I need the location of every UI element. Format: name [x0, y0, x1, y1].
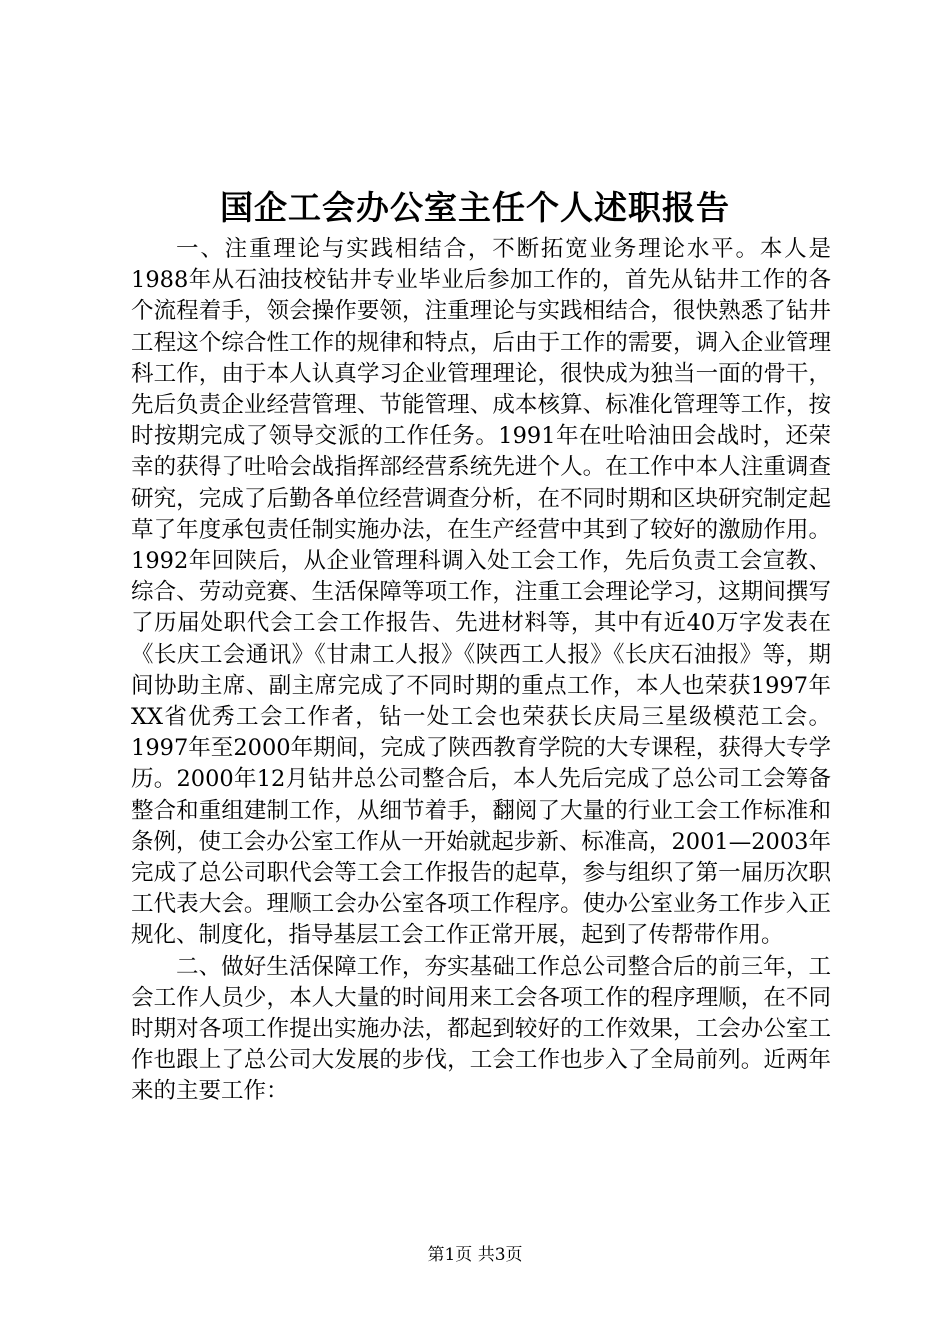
document-body: [131, 234, 831, 1108]
document-title: 国企工会办公室主任个人述职报告: [220, 188, 730, 227]
paragraph-2: 二、做好生活保障工作，夯实基础工作总公司整合后的前三年，工会工作人员少，本人大量的时间用来工会各项工作的程序理顺，在不同时期对各项工作提出实施办法，都起到较好的工作效果，工会办公室工作也跟上了总公司大发展的步伐，工会工作也步入了全局前列。近两年来的主要工作：: [131, 953, 831, 1105]
paragraph-1: 一、注重理论与实践相结合，不断拓宽业务理论水平。本人是1988年从石油技校钻井专业毕业后参加工作的，首先从钻井工作的各个流程着手，领会操作要领，注重理论与实践相结合，很快熟悉了钻井工程这个综合性工作的规律和特点，后由于工作的需要，调入企业管理科工作，由于本人认真学习企业管理理论，很快成为独当一面的骨干，先后负责企业经营管理、节能管理、成本核算、标准化管理等工作，按时按期完成了领导交派的工作任务。1991年在吐哈油田会战时，还荣幸的获得了吐哈会战指挥部经营系统先进个人。在工作中本人注重调查研究，完成了后勤各单位经营调查分析，在不同时期和区块研究制定起草了年度承包责任制实施办法，在生产经营中其到了较好的激励作用。1992年回陕后，从企业管理科调入处工会工作，先后负责工会宣教、综合、劳动竞赛、生活保障等项工作，注重工会理论学习，这期间撰写了历届处职代会工会工作报告、先进材料等，其中有近40万字发表在《长庆工会通讯》《甘肃工人报》《陕西工人报》《长庆石油报》等，期间协助主席、副主席完成了不同时期的重点工作，本人也荣获1997年XX省优秀工会工作者，钻一处工会也荣获长庆局三星级模范工会。1997年至2000年期间，完成了陕西教育学院的大专课程，获得大专学历。2000年12月钻井总公司整合后，本人先后完成了总公司工会筹备整合和重组建制工作，从细节着手，翻阅了大量的行业工会工作标准和条例，使工会办公室工作从一开始就起步新、标准高，2001—2003年完成了总公司职代会等工会工作报告的起草，参与组织了第一届历次职工代表大会。理顺工会办公室各项工作程序。使办公室业务工作步入正规化、制度化，指导基层工会工作正常开展，起到了传帮带作用。: [131, 236, 831, 949]
page-footer: 第1页 共3页: [427, 1245, 523, 1265]
